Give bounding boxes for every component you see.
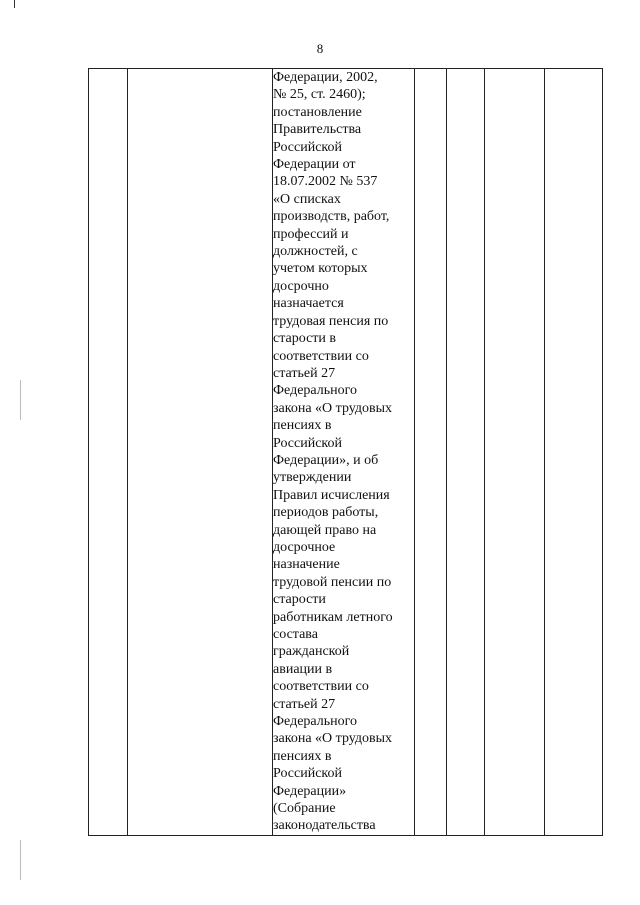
table-cell-name [128, 69, 273, 836]
scan-corner-mark [14, 0, 15, 8]
text-line: работникам летного [273, 609, 393, 625]
text-line: Федерации», и об [273, 452, 379, 468]
text-line: досрочно [273, 278, 329, 294]
table-cell-empty [485, 69, 545, 836]
text-line: закона «О трудовых [273, 400, 393, 416]
text-line: Правительства [273, 122, 362, 138]
text-line: законодательства [273, 818, 376, 834]
text-line: Правил исчисления [273, 487, 390, 503]
text-line: трудовой пенсии по [273, 574, 392, 590]
text-line: статьей 27 [273, 365, 336, 381]
table-cell-empty [415, 69, 447, 836]
text-line: должностей, с [273, 244, 358, 260]
table-cell-empty [447, 69, 485, 836]
text-line: соответствии со [273, 348, 369, 364]
table-row [89, 69, 603, 836]
text-line: Федерального [273, 714, 358, 730]
text-line: Российской [273, 139, 342, 155]
text-line: Федерального [273, 383, 358, 399]
text-line: пенсиях в [273, 418, 332, 434]
text-line: Российской [273, 766, 342, 782]
text-line: гражданской [273, 644, 350, 660]
text-line: статьей 27 [273, 696, 336, 712]
text-line: Федерации» [273, 783, 347, 799]
text-line: старости [273, 592, 326, 608]
table-cell-legal-basis [273, 69, 415, 836]
text-line: дающей право на [273, 522, 377, 538]
text-line: трудовая пенсия по [273, 313, 389, 329]
text-line: Российской [273, 435, 342, 451]
scan-margin-mark [20, 840, 21, 880]
text-line: профессий и [273, 226, 349, 242]
text-line: досрочное [273, 539, 336, 555]
text-line: пенсиях в [273, 748, 332, 764]
text-line: Федерации от [273, 157, 356, 173]
text-line: старости в [273, 331, 336, 347]
text-line: учетом которых [273, 261, 368, 277]
text-line: состава [273, 627, 318, 642]
table-cell-number [89, 69, 128, 836]
text-line: производств, работ, [273, 209, 390, 225]
text-line: Федерации, 2002, [273, 70, 378, 85]
text-line: 18.07.2002 № 537 [273, 174, 378, 190]
text-line: (Собрание [273, 801, 336, 817]
table-cell-empty [545, 69, 603, 836]
page-number: 8 [316, 41, 324, 56]
text-line: назначение [273, 557, 340, 573]
text-line: соответствии со [273, 679, 369, 695]
text-line: «О списках [273, 191, 341, 207]
text-line: № 25, ст. 2460); [273, 87, 366, 103]
text-line: периодов работы, [273, 505, 379, 521]
document-table [88, 68, 603, 836]
text-line: авиации в [273, 661, 333, 677]
text-line: утверждении [273, 470, 352, 486]
scan-margin-mark [20, 380, 21, 420]
text-line: назначается [273, 296, 344, 312]
text-line: закона «О трудовых [273, 731, 393, 747]
text-line: постановление [273, 104, 362, 120]
